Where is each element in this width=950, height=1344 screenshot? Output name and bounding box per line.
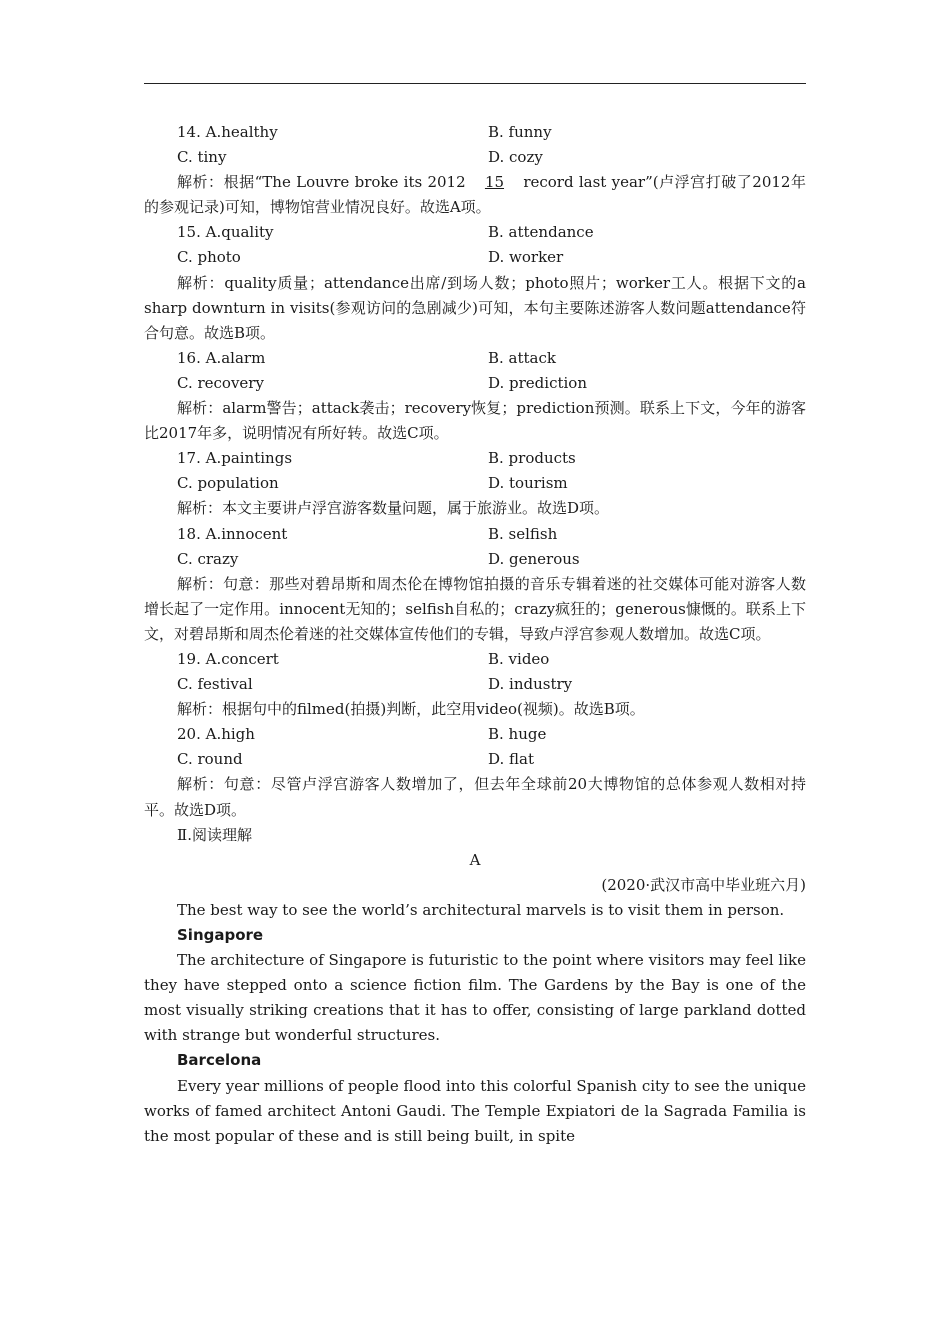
q20-option-d: D. flat [488,750,535,769]
q15-options-row1 [144,220,806,245]
q14-analysis-post: record last year”(卢浮宫打破了2012年的参观记录)可知，博物馆营业情况良好。故选A项。 [144,173,806,217]
q16-option-a: 16. A.alarm [177,348,266,367]
q14-blank-number: 15 [484,173,505,192]
q16-option-c: C. recovery [177,373,264,392]
q19-option-d: D. industry [488,675,573,694]
singapore-title: Singapore [177,926,264,944]
barcelona-title: Barcelona [177,1051,262,1070]
q18-analysis: 解析：句意：那些对碧昂斯和周杰伦在博物馆拍摄的音乐专辑着迷的社交媒体可能对游客人数增长起了一定作用。innocent无知的；selfish自私的；crazy疯狂的；generous慷慨的。联系上下文，对碧昂斯和周杰伦着迷的社交媒体宣传他们的专辑，导致卢浮宫参观人数增加。故选C项。 [144,574,806,643]
q18-option-a: 18. A.innocent [177,524,288,543]
section-heading: Ⅱ.阅读理解 [177,825,252,844]
q20-options-row2 [144,747,806,772]
q14-options-row2 [144,145,806,170]
q17-option-a: 17. A.paintings [177,449,293,468]
q16-analysis: 解析：alarm警告；attack袭击；recovery恢复；prediction预测。联系上下文，今年的游客比2017年多，说明情况有所好转。故选C项。 [144,399,806,443]
q16-options-row1 [144,346,806,371]
q19-option-b: B. video [488,649,550,668]
q18-option-c: C. crazy [177,549,239,568]
q15-options-row2 [144,245,806,270]
q15-option-d: D. worker [488,248,564,267]
q18-options-row1 [144,522,806,547]
q16-option-b: B. attack [488,348,556,367]
q14-analysis-pre: 解析：根据“The Louvre broke its 2012 [177,173,471,192]
q15-option-b: B. attendance [488,223,594,242]
q14-analysis [144,170,806,220]
q18-option-d: D. generous [488,549,580,568]
q20-option-b: B. huge [488,725,547,744]
q17-analysis: 解析：本文主要讲卢浮宫游客数量问题，属于旅游业。故选D项。 [177,499,610,518]
q19-analysis: 解析：根据句中的filmed(拍摄)判断，此空用video(视频)。故选B项。 [177,700,645,719]
q18-options-row2 [144,547,806,572]
q20-options-row1 [144,722,806,747]
q17-option-d: D. tourism [488,474,568,493]
q18-option-b: B. selfish [488,524,558,543]
q20-analysis: 解析：句意：尽管卢浮宫游客人数增加了，但去年全球前20大博物馆的总体参观人数相对持平。故选D项。 [144,775,806,819]
q20-option-c: C. round [177,750,243,769]
passage-label: A [469,850,481,869]
passage-intro: The best way to see the world’s architectural marvels is to visit them in person. [177,900,785,919]
page-content [144,120,806,1149]
q14-option-d: D. cozy [488,148,543,167]
q20-option-a: 20. A.high [177,725,255,744]
q15-option-a: 15. A.quality [177,223,274,242]
q15-analysis: 解析：quality质量；attendance出席/到场人数；photo照片；worker工人。根据下文的a sharp downturn in visits(参观访问的急剧减少)可知，本句主要陈述游客人数问题attendance符合句意。故选B项。 [144,273,806,342]
q17-option-c: C. population [177,474,279,493]
q16-option-d: D. prediction [488,373,587,392]
header-rule [144,83,806,84]
q19-options-row2 [144,672,806,697]
passage-source: (2020·武汉市高中毕业班六月) [601,875,806,894]
q19-option-c: C. festival [177,675,253,694]
q14-option-c: C. tiny [177,148,227,167]
q14-options-row1 [144,120,806,145]
barcelona-text: Every year millions of people flood into this colorful Spanish city to see the unique works of famed architect Antoni Gaudi. The Temple Expiatori de la Sagrada Familia is the most popular of these and is still being built, in spite [144,1076,806,1145]
q17-options-row1 [144,446,806,471]
q17-option-b: B. products [488,449,576,468]
q19-options-row1 [144,647,806,672]
singapore-text: The architecture of Singapore is futuristic to the point where visitors may feel like they have stepped onto a science fiction film. The Gardens by the Bay is one of the most visually striking creations that it has to offer, consisting of large parkland dotted with strange but wonderful structures. [144,951,806,1045]
q14-option-a: 14. A.healthy [177,123,278,141]
q16-options-row2 [144,371,806,396]
q17-options-row2 [144,471,806,496]
q14-option-b: B. funny [488,123,552,141]
q15-option-c: C. photo [177,248,241,267]
q19-option-a: 19. A.concert [177,649,279,668]
